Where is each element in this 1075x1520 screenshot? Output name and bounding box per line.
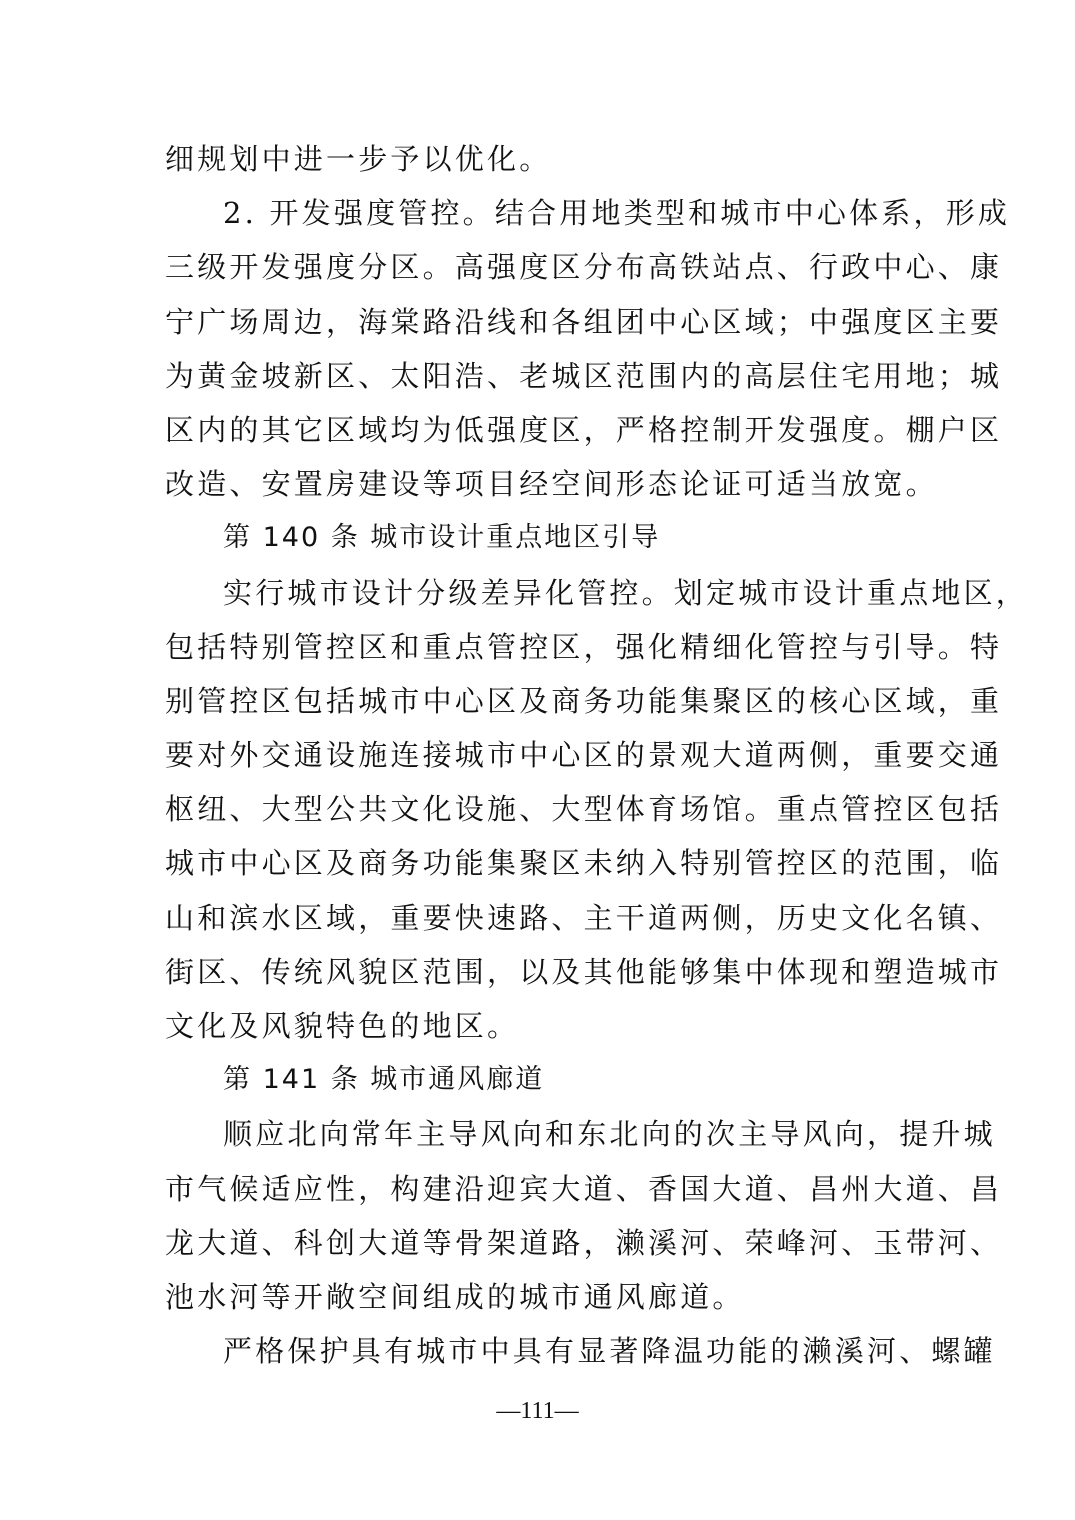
text-line: 山和滨水区域，重要快速路、主干道两侧，历史文化名镇、 xyxy=(165,900,1003,935)
text-line: 龙大道、科创大道等骨架道路，濑溪河、荣峰河、玉带河、 xyxy=(165,1225,1003,1260)
text-line: 要对外交通设施连接城市中心区的景观大道两侧，重要交通 xyxy=(165,738,1003,773)
text-line: 别管控区包括城市中心区及商务功能集聚区的核心区域，重 xyxy=(165,683,1003,718)
text-line: 实行城市设计分级差异化管控。划定城市设计重点地区， xyxy=(223,575,1029,610)
text-line: 街区、传统风貌区范围，以及其他能够集中体现和塑造城市 xyxy=(165,954,1003,989)
text-line: 三级开发强度分区。高强度区分布高铁站点、行政中心、康 xyxy=(165,250,1003,285)
text-line: 细规划中进一步予以优化。 xyxy=(165,142,552,176)
text-line: 严格保护具有城市中具有显著降温功能的濑溪河、螺罐 xyxy=(223,1334,996,1369)
article-heading-141: 第 141 条 城市通风廊道 xyxy=(223,1064,545,1096)
text-line: 顺应北向常年主导风向和东北向的次主导风向，提升城 xyxy=(223,1117,996,1152)
text-line: 文化及风貌特色的地区。 xyxy=(165,1009,520,1043)
text-line: 市气候适应性，构建沿迎宾大道、香国大道、昌州大道、昌 xyxy=(165,1171,1003,1206)
text-line: 宁广场周边，海棠路沿线和各组团中心区域；中强度区主要 xyxy=(165,304,1003,339)
page-number: —111— xyxy=(496,1398,579,1424)
text-line: 2. 开发强度管控。结合用地类型和城市中心体系，形成 xyxy=(223,196,1011,231)
text-line: 池水河等开敞空间组成的城市通风廊道。 xyxy=(165,1279,745,1314)
text-line: 改造、安置房建设等项目经空间形态论证可适当放宽。 xyxy=(165,467,938,502)
text-line: 区内的其它区域均为低强度区，严格控制开发强度。棚户区 xyxy=(165,412,1003,447)
text-line: 枢纽、大型公共文化设施、大型体育场馆。重点管控区包括 xyxy=(165,792,1003,827)
body-text xyxy=(165,132,1029,1378)
text-line: 城市中心区及商务功能集聚区未纳入特别管控区的范围，临 xyxy=(165,846,1003,881)
text-line: 为黄金坡新区、太阳浩、老城区范围内的高层住宅用地；城 xyxy=(165,358,1003,393)
text-line: 包括特别管控区和重点管控区，强化精细化管控与引导。特 xyxy=(165,629,1003,664)
article-heading-140: 第 140 条 城市设计重点地区引导 xyxy=(223,522,661,554)
